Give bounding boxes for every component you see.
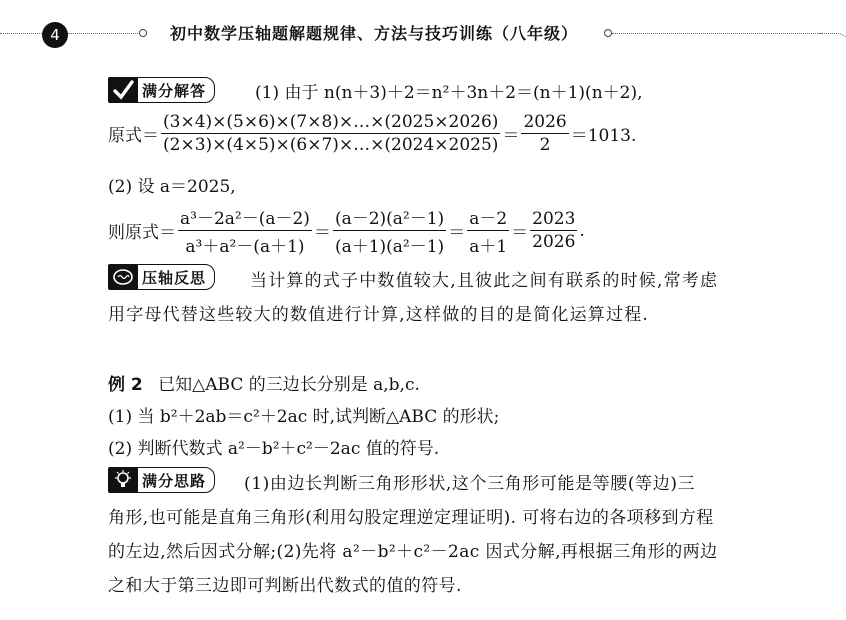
eq-3: ＝ xyxy=(511,223,529,243)
reflection-tag xyxy=(108,264,215,290)
fraction-1-num: a³－2a²－(a－2) xyxy=(178,204,312,231)
page-number-badge: 4 xyxy=(42,22,68,48)
orig-eq: ＝ xyxy=(502,126,520,146)
checkmark-icon xyxy=(108,78,138,102)
tag-label: 满分思路 xyxy=(142,471,207,490)
orig-denominator-2: 2 xyxy=(539,135,551,155)
then-prefix: 则原式＝ xyxy=(108,223,176,243)
orig-numerator: (3×4)×(5×6)×(7×8)×…×(2025×2026) xyxy=(163,112,499,132)
thinking-line-2: 角形,也可能是直角三角形(利用勾股定理逆定理证明). 可将右边的各项移到方程 xyxy=(108,508,714,528)
fraction-3-den: a＋1 xyxy=(469,237,508,257)
brain-icon xyxy=(108,265,138,289)
solution-part2: (2) 设 a＝2025, xyxy=(108,177,236,197)
tag-label: 压轴反思 xyxy=(142,268,207,287)
thinking-line-4: 之和大于第三边即可判断出代数式的值的符号. xyxy=(108,576,462,596)
full-score-answer-tag xyxy=(108,77,215,103)
fraction-1 xyxy=(178,204,312,257)
lightbulb-icon xyxy=(108,468,138,492)
final-period: . xyxy=(579,220,585,241)
header-rule-mid xyxy=(68,33,140,34)
header-dot-left xyxy=(139,29,147,37)
example-2-stem xyxy=(108,370,420,395)
header-rule-left xyxy=(0,33,42,34)
orig-denominator: (2×3)×(4×5)×(6×7)×…×(2024×2025) xyxy=(163,135,499,155)
fraction-2-den: (a＋1)(a²－1) xyxy=(334,237,445,257)
thinking-line-3: 的左边,然后因式分解;(2)先将 a²－b²＋c²－2ac 因式分解,再根据三角形的两边 xyxy=(108,542,718,562)
header-title: 初中数学压轴题解题规律、方法与技巧训练（八年级） xyxy=(170,24,579,43)
fraction-1-den: a³＋a²－(a＋1) xyxy=(185,237,305,257)
original-expression xyxy=(108,112,636,155)
orig-fraction-2 xyxy=(521,112,568,155)
then-expression xyxy=(108,204,585,257)
fraction-3 xyxy=(467,204,509,257)
thinking-tag xyxy=(108,467,215,493)
header-rule-right xyxy=(612,33,822,34)
orig-numerator-2: 2026 xyxy=(523,112,567,132)
orig-fraction xyxy=(161,112,500,155)
fraction-4-den: 2026 xyxy=(532,232,576,252)
orig-prefix: 原式＝ xyxy=(108,126,159,146)
reflection-line-1: 当计算的式子中数值较大,且彼此之间有联系的时候,常考虑 xyxy=(250,271,719,291)
eq-1: ＝ xyxy=(313,223,331,243)
fraction-3-num: a－2 xyxy=(467,204,509,231)
example-label: 例 2 xyxy=(108,375,143,395)
fraction-2-num: (a－2)(a²－1) xyxy=(333,204,446,231)
reflection-line-2: 用字母代替这些较大的数值进行计算,这样做的目的是简化运算过程. xyxy=(108,305,650,325)
fraction-4-num: 2023 xyxy=(532,209,576,229)
example-stem: 已知△ABC 的三边长分别是 a,b,c. xyxy=(158,375,420,395)
orig-result: ＝1013. xyxy=(570,126,637,146)
tag-label: 满分解答 xyxy=(142,81,207,100)
fraction-4 xyxy=(530,209,577,252)
thinking-line-1: (1)由边长判断三角形形状,这个三角形可能是等腰(等边)三 xyxy=(244,474,696,494)
solution-part1: (1) 由于 n(n＋3)＋2＝n²＋3n＋2＝(n＋1)(n＋2), xyxy=(255,83,643,103)
eq-2: ＝ xyxy=(448,223,466,243)
header-rule-curve xyxy=(820,33,846,48)
example-question-1: (1) 当 b²＋2ab＝c²＋2ac 时,试判断△ABC 的形状; xyxy=(108,407,500,427)
header-dot-right xyxy=(604,29,612,37)
fraction-2 xyxy=(333,204,446,257)
example-question-2: (2) 判断代数式 a²－b²＋c²－2ac 值的符号. xyxy=(108,439,440,459)
